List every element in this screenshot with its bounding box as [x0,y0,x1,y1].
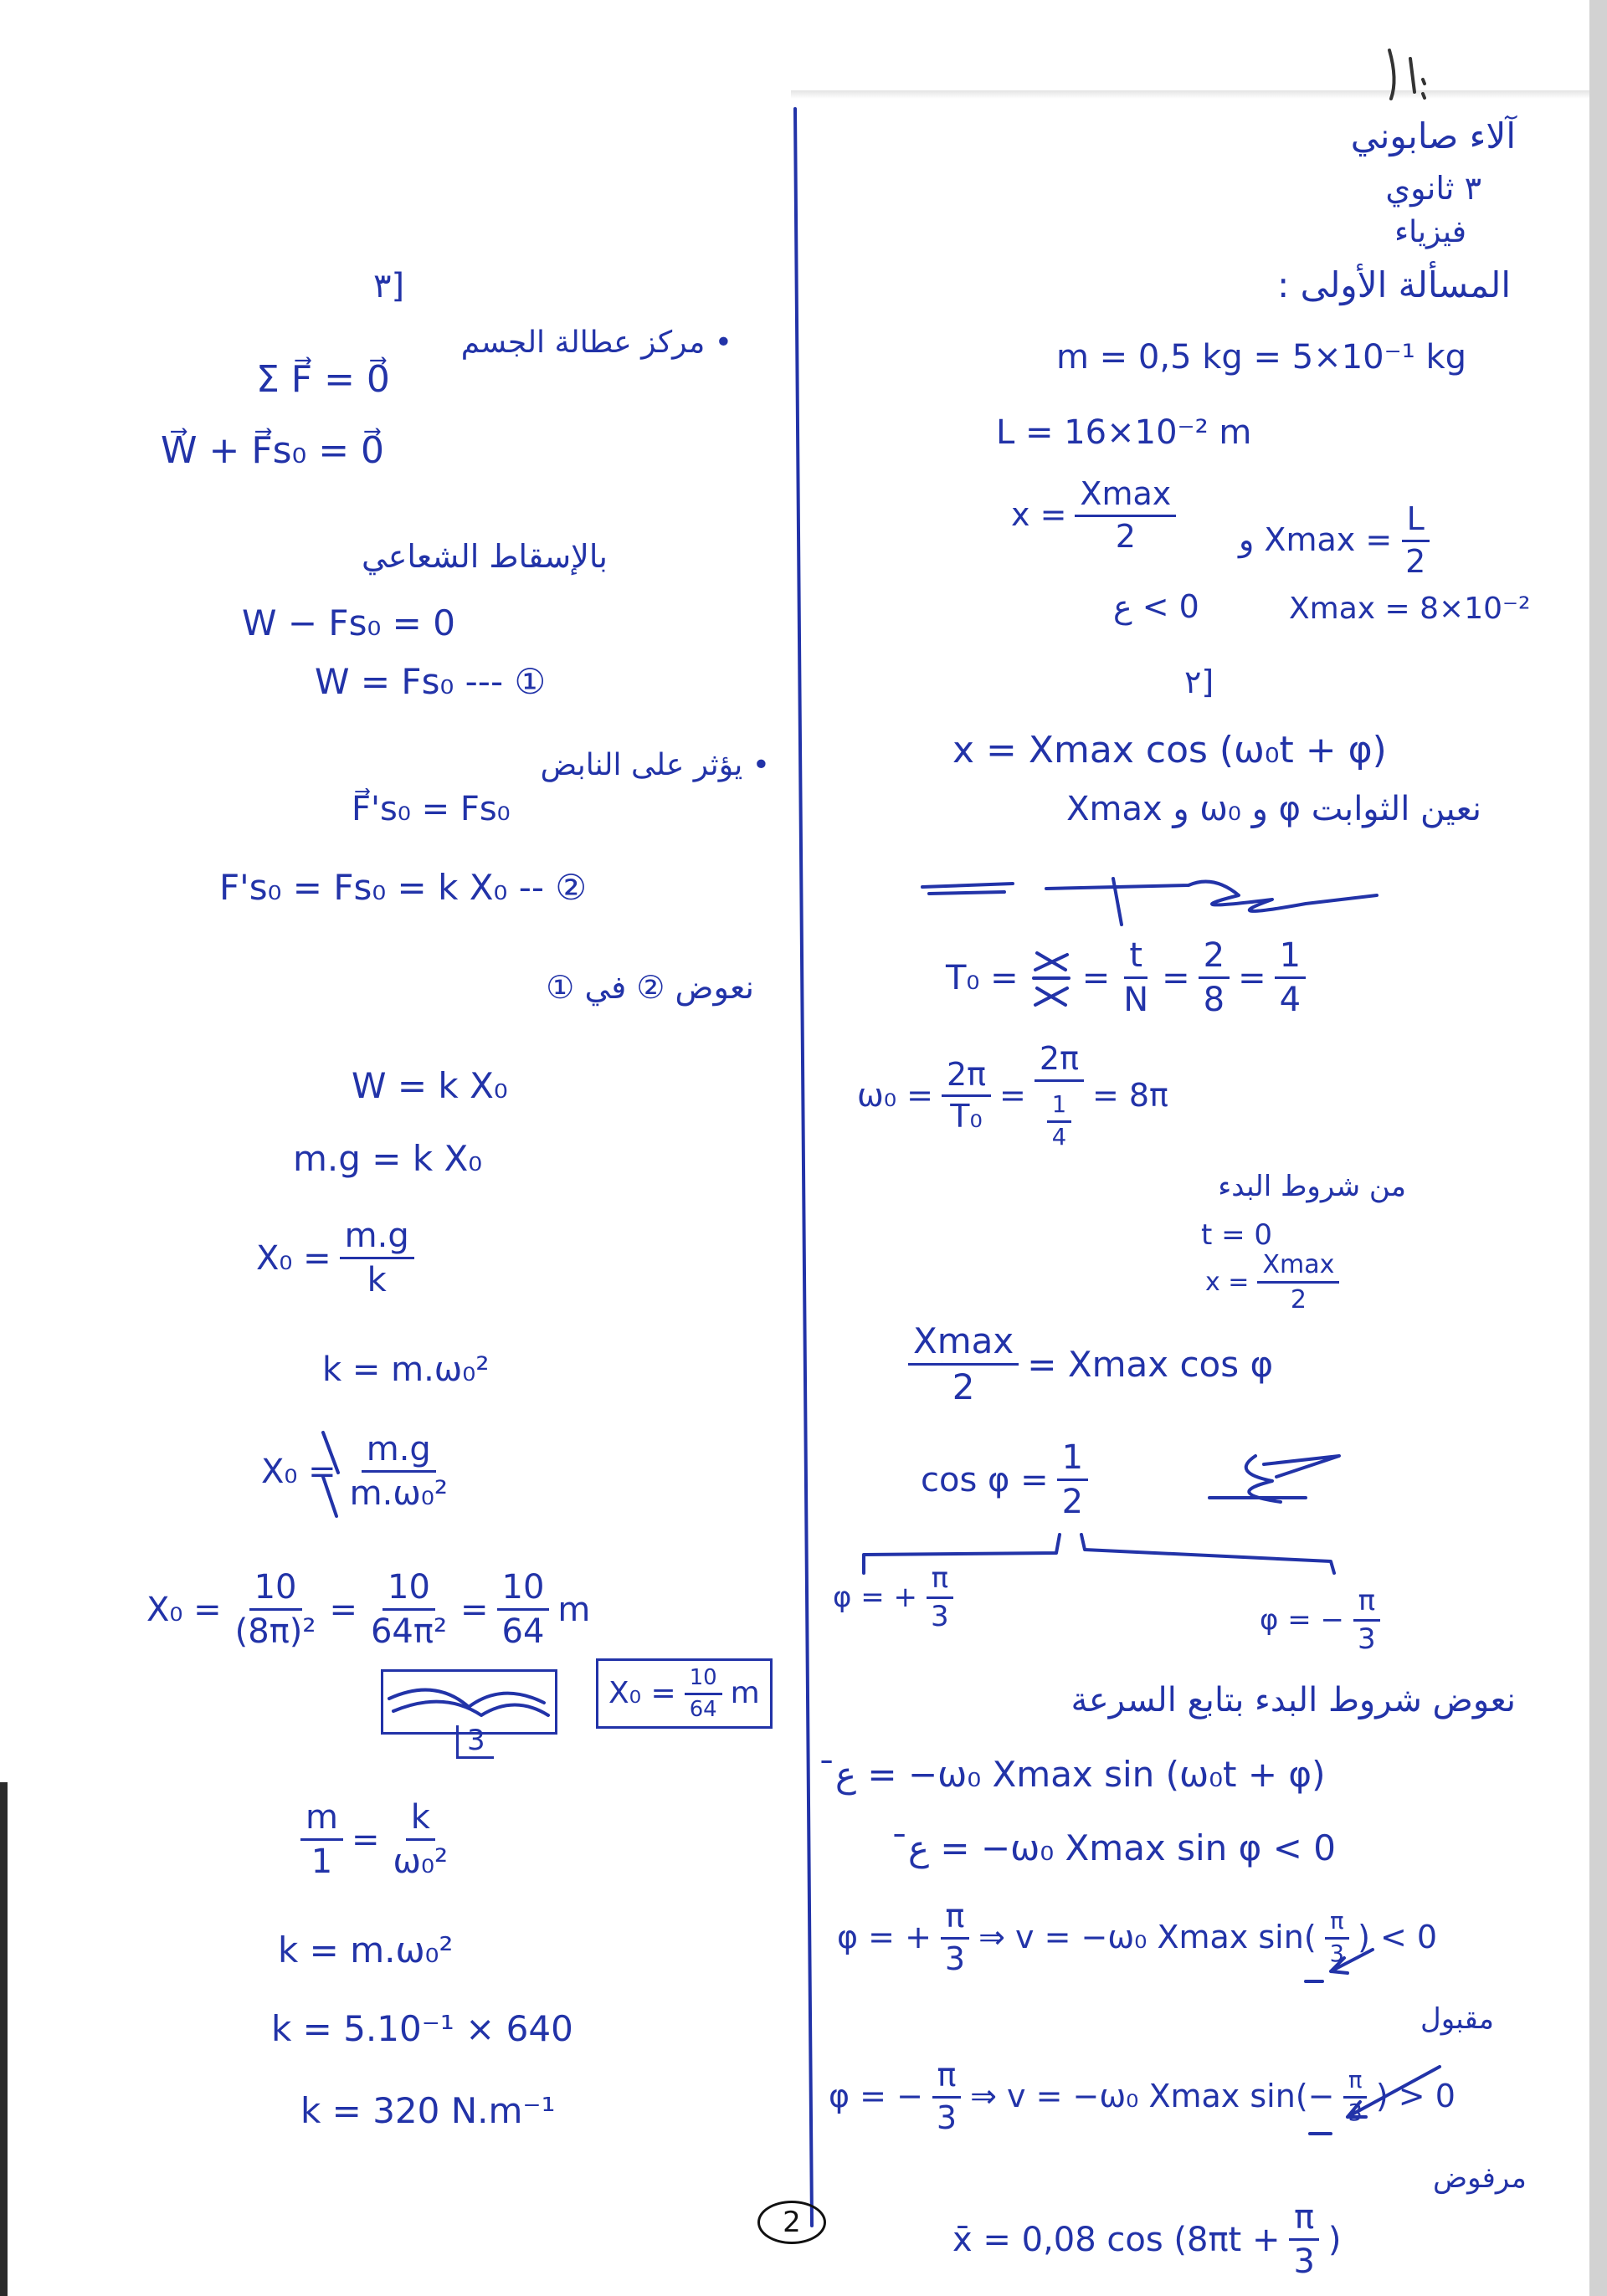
k-value [300,2092,555,2130]
equation-lhs: cos φ = [921,1460,1049,1499]
denominator: 2 [1405,542,1426,580]
fraction [497,1569,550,1650]
substitute-note [546,971,754,1006]
numerator: π [1353,1586,1380,1622]
crossout-scribble [922,879,1377,925]
rejected-label-text: مرفوض [1433,2161,1527,2195]
constants-note-text: نعين الثوابت φ و ω₀ و Xmax [1066,790,1481,828]
equation-rhs: ) > 0 [1375,2078,1456,2115]
cos-phi-equation [921,1439,1088,1520]
equation-lhs: x̄ = 0,08 cos (8πt + [952,2220,1281,2259]
equation-2-text: F's₀ = Fs₀ = k X₀ -- ② [219,867,588,908]
denominator: 64π² [370,1612,447,1651]
equation-lhs: x = [1011,496,1067,534]
period-equation [946,937,1306,1018]
fraction [1057,1439,1088,1520]
equals-sign: = [1081,958,1111,997]
crossed-box-label [456,1725,494,1759]
equation-lhs: φ = + [837,1919,932,1956]
velocity-at-t0-text: ع̄ = −ω₀ Xmax sin φ < 0 [908,1827,1336,1868]
equation-rhs: = 8π [1091,1077,1168,1115]
equation-middle: ⇒ v = −ω₀ Xmax sin( [978,1919,1317,1956]
crossed-fraction-scribble [1027,945,1074,1012]
fraction [942,1055,991,1135]
part3-label [373,268,404,305]
given-length-text: L = 16×10⁻² m [996,413,1252,452]
k-formula [278,1931,453,1970]
numerator: m.g [340,1217,414,1259]
equation-lhs: X₀ = [608,1676,676,1711]
numerator: Xmax [908,1322,1019,1366]
weight-equals-kx-text: W = k X₀ [352,1065,508,1106]
x0-substituted [261,1431,453,1512]
k-definition [322,1351,489,1388]
motion-equation-text: x = Xmax cos (ω₀t + φ) [952,729,1387,771]
fraction [1400,502,1430,580]
initial-conditions [1218,1171,1406,1202]
denominator: 64 [689,1696,717,1722]
equation-lhs: X₀ = [146,1590,222,1629]
fraction [345,1431,453,1512]
velocity-note-text: نعوض شروط البدء بتابع السرعة [1070,1681,1516,1719]
numerator: π [927,1563,953,1599]
denominator: k [367,1261,387,1299]
equation-rhs: ) < 0 [1358,1919,1438,1956]
numerator: k [406,1799,435,1841]
fraction [685,1666,722,1721]
denominator: ω₀² [393,1842,449,1881]
equation-lhs: φ = − [1260,1603,1345,1637]
cos-scribble [1209,1456,1339,1502]
equation-middle: ⇒ v = −ω₀ Xmax sin(− [970,2078,1335,2115]
page-number [757,2201,826,2244]
numerator: π [941,1899,970,1940]
denominator: 8 [1203,981,1225,1019]
fraction [1275,937,1306,1018]
velocity-sign-text: ع < 0 [1113,588,1199,625]
fraction [1075,477,1176,555]
equals-sign: = [351,1820,380,1859]
equation-lhs: ω₀ = [857,1077,933,1115]
equals-sign: = [329,1590,357,1629]
vector-equation-text: W⃗ + F⃗s₀ = 0⃗ [161,429,385,472]
scalar-equation-text: W − Fs₀ = 0 [242,602,455,643]
numerator: π [1289,2199,1319,2241]
check-positive-phi [837,1899,1437,1977]
scalar-equation [242,604,455,643]
fraction [230,1569,321,1650]
t-zero [1201,1220,1272,1251]
check-negative-phi [829,2058,1456,2136]
numerator: 10 [685,1666,722,1695]
denominator: N [1123,981,1149,1019]
page-number-text: 2 [783,2206,801,2239]
nested-fraction [1047,1093,1071,1151]
spring-note-text: • يؤثر على النابض [540,748,770,782]
fraction [300,1799,343,1880]
grade [1385,172,1481,207]
fraction [388,1799,453,1880]
fraction [1199,937,1230,1018]
ratio-equation [300,1799,453,1880]
fraction [340,1217,414,1299]
k-definition-text: k = m.ω₀² [322,1350,490,1389]
equation-1 [315,663,546,701]
fraction [908,1322,1019,1407]
omega-equation [857,1042,1168,1151]
initial-conditions-text: من شروط البدء [1218,1170,1406,1203]
fraction [1118,937,1153,1018]
velocity-sign [1113,590,1199,625]
sum-forces [256,360,390,400]
equals-sign: = [1162,958,1190,997]
velocity-equation [835,1755,1326,1794]
denominator [1042,1082,1076,1151]
accepted-label-text: مقبول [1420,2002,1494,2036]
numerator: π [932,2058,962,2099]
k-substitution [271,2010,573,2048]
equals-sign: = [999,1077,1026,1115]
numerator: 1 [1047,1093,1071,1123]
substitution-equation [908,1322,1273,1407]
student-name-text: آلاء صابوني [1350,115,1516,156]
velocity-at-t0 [908,1829,1336,1868]
rejected-label [1433,2163,1527,2194]
fraction [366,1569,452,1650]
motion-equation [952,730,1387,771]
t-zero-text: t = 0 [1201,1218,1273,1252]
numerator: L [1402,502,1430,542]
given-xmax-half [1239,502,1430,580]
denominator: 3 [1293,2242,1315,2281]
spring-note [541,749,770,782]
numerator: 10 [382,1569,435,1611]
center-of-mass-note [461,326,732,360]
k-formula-text: k = m.ω₀² [278,1930,454,1971]
phi-negative [1260,1586,1381,1656]
xmax-value-text: Xmax = 8×10⁻² [1289,592,1531,626]
x0-numeric [146,1569,590,1650]
x0-answer-box [596,1658,773,1729]
equals-sign: = [460,1590,489,1629]
equation-rhs: ) [1327,2220,1342,2259]
denominator: 3 [944,1940,966,1977]
numerator: m.g [362,1431,436,1473]
fraction [1035,1042,1084,1151]
problem-title [1277,266,1511,305]
equation-2 [219,869,587,907]
problem-title-text: المسألة الأولى : [1277,264,1511,305]
equals-sign: = [1238,958,1266,997]
denominator: 1 [311,1842,333,1881]
accepted-label [1420,2004,1494,2035]
equation-lhs: X₀ = [261,1452,336,1491]
equation-lhs: φ = + [833,1581,918,1615]
part2-label-text: ٢] [1184,664,1214,700]
numerator: π [1343,2068,1367,2099]
denominator: 3 [1348,2099,1363,2126]
mg-equals-kx-text: m.g = k X₀ [293,1138,483,1179]
reaction-equation-text: F⃗'s₀ = Fs₀ [352,790,511,828]
equation-lhs: x = [1205,1268,1250,1297]
mg-equals-kx [293,1140,482,1178]
fraction [926,1563,954,1633]
denominator: 64 [501,1612,545,1651]
k-value-text: k = 320 N.m⁻¹ [300,2090,556,2131]
k-substitution-text: k = 5.10⁻¹ × 640 [271,2008,573,2049]
crossed-box-label-text: 3 [467,1724,485,1757]
center-of-mass-text: • مركز عطالة الجسم [460,325,732,360]
numerator: 2π [1035,1042,1084,1082]
corner-mark [1389,50,1425,99]
grade-text: ٣ ثانوي [1385,170,1481,207]
column-divider-line [795,109,812,2226]
denominator: 3 [1358,1622,1376,1657]
denominator: m.ω₀² [349,1474,448,1513]
given-mass-text: m = 0,5 kg = 5×10⁻¹ kg [1056,338,1467,377]
numerator: 1 [1057,1439,1088,1481]
numerator: Xmax [1075,477,1176,517]
fraction [1343,2068,1367,2126]
fraction [1353,1586,1381,1656]
denominator: 3 [1329,1940,1345,1967]
vector-equation [161,431,384,471]
given-mass [1056,339,1466,376]
xmax-value [1289,592,1530,626]
denominator: 2 [1115,517,1136,555]
part2-label [1184,665,1214,700]
part3-label-text: ٣] [373,267,405,305]
substitute-note-text: نعوض ② في ① [546,969,754,1006]
numerator: m [300,1799,343,1841]
unit: m [730,1676,760,1711]
final-equation [952,2199,1342,2280]
fraction [1288,2199,1319,2280]
equation-lhs: و Xmax = [1239,521,1393,559]
equation-lhs: T₀ = [946,958,1019,997]
constants-note [1066,791,1481,828]
denominator: 3 [936,2099,958,2136]
denominator: 4 [1279,981,1302,1019]
fraction [1325,1909,1349,1967]
student-name [1351,117,1516,156]
subject [1394,216,1466,249]
denominator: 4 [1051,1124,1067,1151]
phi-positive [833,1563,954,1633]
denominator: 2 [1061,1483,1084,1521]
equation-lhs: φ = − [829,2078,923,2115]
fraction [940,1899,970,1977]
subject-text: فيزياء [1394,215,1466,249]
reaction-equation [352,791,511,828]
denominator: 2 [952,1366,975,1408]
denominator: (8π)² [234,1612,316,1651]
projection-note [362,540,608,575]
denominator: 3 [931,1600,949,1634]
numerator: Xmax [1257,1251,1339,1284]
numerator: 10 [497,1569,550,1611]
projection-note-text: بالإسقاط الشعاعي [362,538,608,575]
given-x-half [1011,477,1176,555]
numerator: 2π [942,1058,991,1098]
fraction [1257,1251,1339,1314]
equation-lhs: X₀ = [256,1238,331,1278]
denominator: 2 [1290,1285,1307,1315]
x-initial [1205,1251,1339,1314]
numerator: 2 [1199,937,1230,979]
velocity-equation-text: ع̄ = −ω₀ Xmax sin (ω₀t + φ) [835,1754,1326,1795]
equation-rhs: = Xmax cos φ [1027,1343,1274,1385]
numerator: π [1325,1909,1348,1940]
fraction [932,2058,962,2136]
velocity-note [1070,1682,1516,1719]
numerator: t [1124,937,1147,979]
equation-1-text: W = Fs₀ --- ① [315,661,547,702]
numerator: 10 [249,1569,302,1611]
denominator: T₀ [950,1098,983,1135]
weight-equals-kx [352,1067,508,1105]
given-length [996,414,1251,451]
sum-forces-text: Σ F⃗ = 0⃗ [256,358,390,401]
numerator: 1 [1275,937,1306,979]
unit: m [557,1590,591,1629]
x0-fraction [256,1217,414,1299]
